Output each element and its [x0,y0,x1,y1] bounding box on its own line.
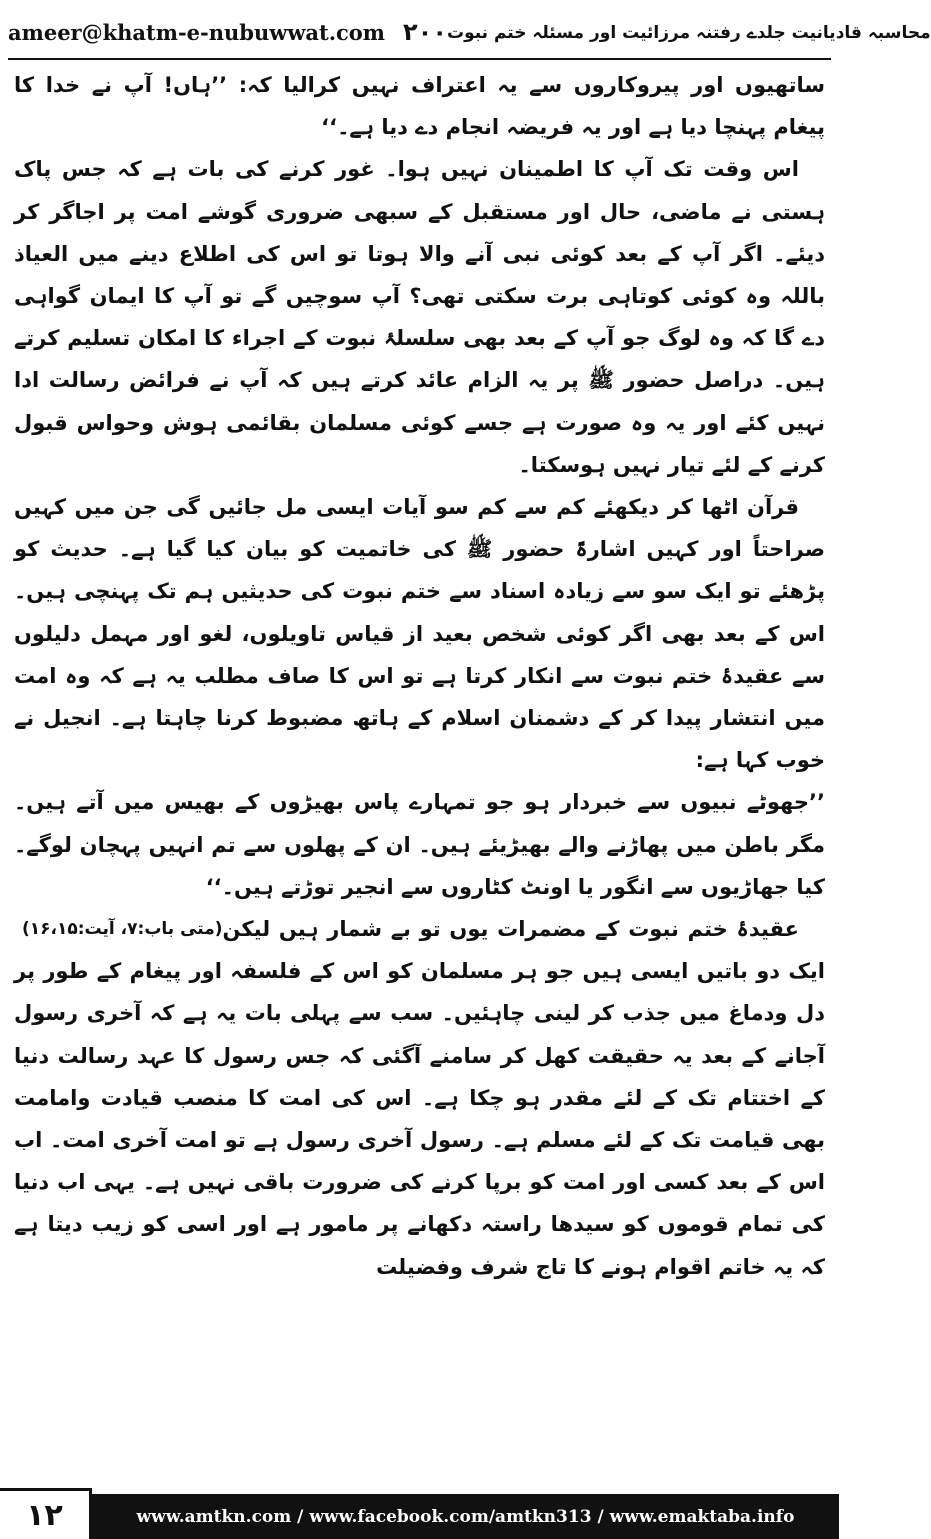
footer-links: www.amtkn.com / www.facebook.com/amtkn313 / www.emaktaba.info [136,1506,795,1527]
footer-folio-number: ۱۲ [0,1488,92,1539]
paragraph-3: قرآن اٹھا کر دیکھئے کم سے کم سو آیات ایسی مل جائیں گی جن میں کہیں صراحتاً اور کہیں اشارۃً حضور ﷺ کی خاتمیت کو بیان کیا گیا ہے۔ حدیث کو پڑھئے تو ایک سو سے زیادہ اسناد سے ختم نبوت کی حدیثیں ہم تک پہنچی ہیں۔ اس کے بعد بھی اگر کوئی شخص بعید از قیاس تاویلوں، لغو اور مہمل دلیلوں سے عقیدۂ ختم نبوت سے انکار کرتا ہے تو اس کا صاف مطلب یہ ہے کہ وہ امت میں انتشار پیدا کر کے دشمنان اسلام کے ہاتھ مضبوط کرنا چاہتا ہے۔ انجیل نے خوب کہا ہے: [14,495,825,773]
paragraph-5: عقیدۂ ختم نبوت کے مضمرات یوں تو بے شمار ہیں لیکن ایک دو باتیں ایسی ہیں جو ہر مسلمان کو اس کے فلسفہ اور پیغام کے طور پر دل ودماغ میں جذب کر لینی چاہئیں۔ سب سے پہلی بات یہ ہے کہ آخری رسول آجانے کے بعد یہ حقیقت کھل کر سامنے آگئی کہ جس رسول کا عہد رسالت دنیا کے اختتام تک کے لئے مقدر ہو چکا ہے۔ اس کی امت کا منصب قیادت وامامت بھی قیامت تک کے لئے مسلم ہے۔ رسول آخری رسول ہے تو امت آخری امت۔ اب اس کے بعد کسی اور امت کو برپا کرنے کی ضرورت باقی نہیں ہے۔ یہی اب دنیا کی تمام قوموں کو سیدھا راستہ دکھانے پر مامور ہے اور اسی کو زیب دیتا ہے کہ یہ خاتم اقوام ہونے کا تاج شرف وفضیلت [14,917,825,1279]
paragraph-2: اس وقت تک آپ کا اطمینان نہیں ہوا۔ غور کرنے کی بات ہے کہ جس پاک ہستی نے ماضی، حال اور مستقبل کے سبھی ضروری گوشے امت پر اجاگر کر دیئے۔ اگر آپ کے بعد کوئی نبی آنے والا ہوتا تو اس کی اطلاع دینے میں العیاذ باللہ وہ کوئی کوتاہی برت سکتی تھی؟ آپ سوچیں گے تو آپ کا ایمان گواہی دے گا کہ وہ لوگ جو آپ کے بعد بھی سلسلۂ نبوت کے اجراء کا امکان تسلیم کرتے ہیں۔ دراصل حضور ﷺ پر یہ الزام عائد کرتے ہیں کہ آپ نے فرائض رسالت ادا نہیں کئے اور یہ وہ صورت ہے جسے کوئی مسلمان بقائمی ہوش وحواس قبول کرنے کے لئے تیار نہیں ہوسکتا۔ [14,157,825,477]
footer-bar [92,1494,839,1539]
page-body [14,64,825,1464]
quotation-text: ’’جھوٹے نبیوں سے خبردار ہو جو تمہارے پاس بھیڑوں کے بھیس میں آتے ہیں۔ مگر باطن میں پھاڑنے والے بھیڑیئے ہیں۔ ان کے پھلوں سے تم انہیں پہچان لوگے۔ کیا جھاڑیوں سے انگور یا اونٹ کٹاروں سے انجیر توڑتے ہیں۔‘‘ [14,790,825,899]
quotation-paragraph [14,781,825,940]
page-header [8,8,931,56]
header-page-number: ۲۰۰ [403,18,447,46]
verse-reference: (متی باب:۷، آیت:۱۶،۱۵) [22,919,223,940]
header-email: ameer@khatm-e-nubuwwat.com [8,19,386,45]
paragraph-1: ساتھیوں اور پیروکاروں سے یہ اعتراف نہیں کرالیا کہ: ’’ہاں! آپ نے خدا کا پیغام پہنچا دیا ہے اور یہ فریضہ انجام دے دیا ہے۔‘‘ [14,73,825,140]
header-book-title: محاسبہ قادیانیت جلدے رفتنہ مرزائیت اور مسئلہ ختم نبوت [446,22,931,43]
header-divider [8,58,831,60]
page-footer [0,1488,839,1539]
